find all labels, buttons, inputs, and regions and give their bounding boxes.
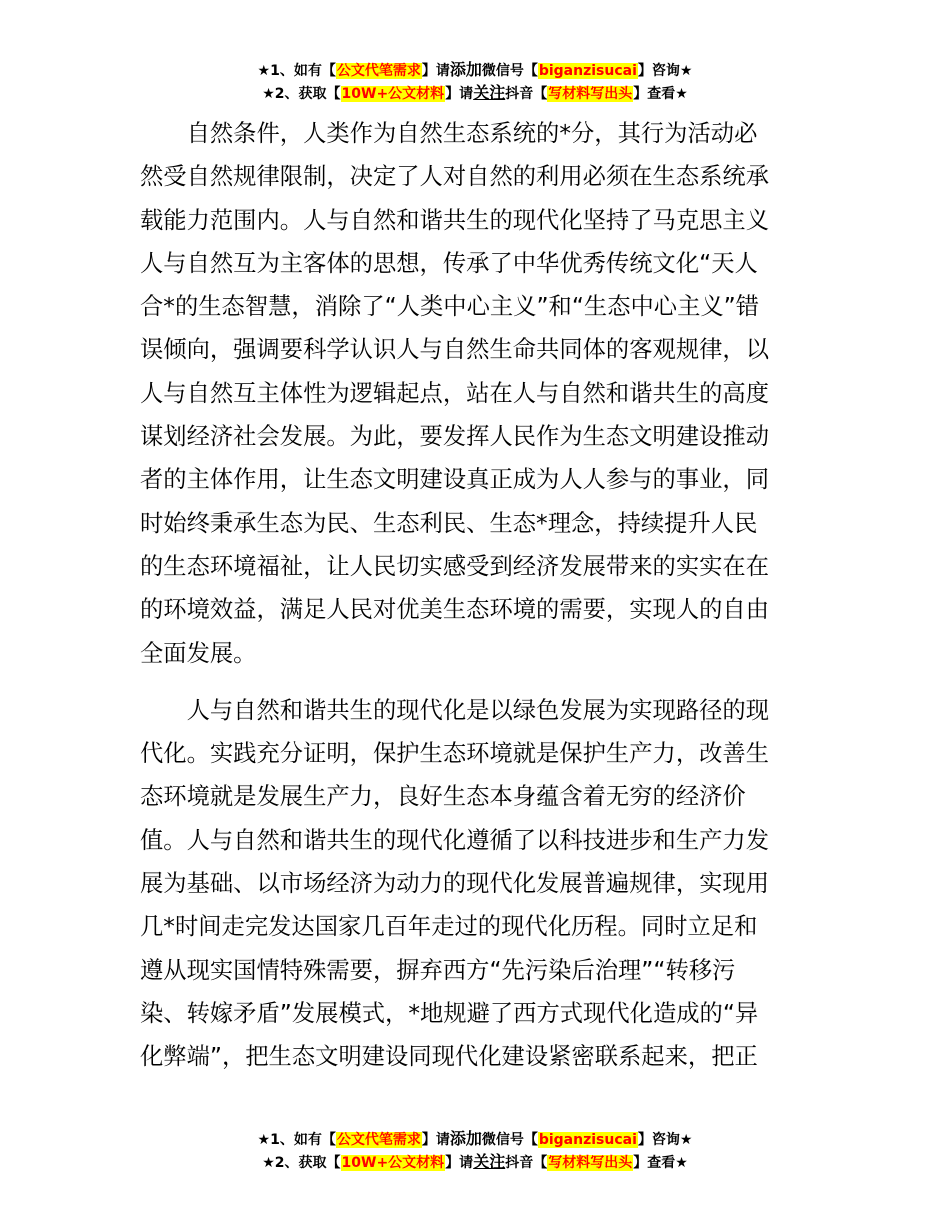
banner-line-1 — [0, 1128, 950, 1151]
paragraph-1 — [140, 112, 812, 675]
banner-text: 抖音【 — [505, 1155, 548, 1171]
banner-text: 微信号【 — [481, 63, 538, 79]
banner-text: ★2、获取【 — [262, 1155, 341, 1171]
text-line: 然受自然规律限制，决定了人对自然的利用必须在生态系统承 — [140, 163, 770, 191]
banner-text: 】查看★ — [633, 86, 688, 102]
highlight-wechat-id: biganzisucai — [538, 1132, 637, 1148]
text-line: 自然条件，人类作为自然生态系统的*分，其行为活动必 — [186, 120, 758, 147]
text-line: 人与自然互主体性为逻辑起点，站在人与自然和谐共生的高度 — [140, 379, 770, 407]
highlight-service: 公文代笔需求 — [336, 63, 421, 79]
text-line: 几*时间走完发达国家几百年走过的现代化历程。同时立足和 — [140, 913, 758, 941]
banner-line-2 — [0, 1151, 950, 1174]
highlight-service: 公文代笔需求 — [336, 1132, 421, 1148]
banner-text: 】查看★ — [633, 1155, 688, 1171]
banner-line-2 — [0, 82, 950, 105]
text-line: 者的主体作用，让生态文明建设真正成为人人参与的事业，同 — [140, 466, 770, 494]
text-line: 误倾向，强调要科学认识人与自然生命共同体的客观规律，以 — [140, 336, 770, 364]
header-banner — [0, 59, 950, 105]
banner-text: 】请 — [445, 86, 474, 102]
paragraph-2 — [140, 689, 812, 1079]
document-body — [140, 112, 812, 1093]
highlight-douyin-id: 写材料写出头 — [548, 1155, 633, 1171]
text-line: 人与自然互为主客体的思想，传承了中华优秀传统文化“天人 — [140, 249, 758, 277]
highlight-douyin-id: 写材料写出头 — [548, 86, 633, 102]
text-line: 遵从现实国情特殊需要，摒弃西方“先污染后治理”“转移污 — [140, 956, 736, 984]
text-line: 态环境就是发展生产力，良好生态本身蕴含着无穷的经济价 — [140, 783, 746, 811]
footer-banner — [0, 1128, 950, 1174]
banner-text: ★2、获取【 — [262, 86, 341, 102]
text-line: 代化。实践充分证明，保护生态环境就是保护生产力，改善生 — [140, 740, 770, 768]
banner-text: 微信号【 — [481, 1132, 538, 1148]
text-line: 载能力范围内。人与自然和谐共生的现代化坚持了马克思主义 — [140, 206, 770, 234]
banner-text: ★1、如有【 — [257, 63, 336, 79]
highlight-materials: 10W+公文材料 — [341, 86, 445, 102]
banner-line-1 — [0, 59, 950, 82]
banner-text: 】请 — [421, 1132, 450, 1148]
text-line: 人与自然和谐共生的现代化是以绿色发展为实现路径的现 — [186, 696, 770, 724]
highlight-wechat-id: biganzisucai — [538, 63, 637, 79]
text-line: 合*的生态智慧，消除了“人类中心主义”和“生态中心主义”错 — [140, 293, 760, 321]
banner-text: 】请 — [445, 1155, 474, 1171]
text-line: 化弊端”，把生态文明建设同现代化建设紧密联系起来，把正 — [140, 1043, 758, 1071]
highlight-materials: 10W+公文材料 — [341, 1155, 445, 1171]
text-line: 全面发展。 — [140, 639, 257, 667]
banner-emphasis: 添加 — [449, 1129, 482, 1148]
text-line: 展为基础、以市场经济为动力的现代化发展普遍规律，实现用 — [140, 870, 770, 898]
banner-text: 】咨询★ — [637, 1132, 693, 1148]
banner-text: 】请 — [421, 63, 450, 79]
text-line: 染、转嫁矛盾”发展模式，*地规避了西方式现代化造成的“异 — [140, 999, 759, 1027]
text-line: 时始终秉承生态为民、生态利民、生态*理念，持续提升人民 — [140, 509, 758, 537]
text-line: 值。人与自然和谐共生的现代化遵循了以科技进步和生产力发 — [140, 826, 770, 854]
banner-emphasis: 添加 — [449, 60, 482, 79]
text-line: 的环境效益，满足人民对优美生态环境的需要，实现人的自由 — [140, 596, 770, 624]
banner-text: ★1、如有【 — [257, 1132, 336, 1148]
text-line: 谋划经济社会发展。为此，要发挥人民作为生态文明建设推动 — [140, 423, 770, 451]
banner-text: 】咨询★ — [637, 63, 693, 79]
banner-emphasis: 关注 — [473, 1152, 506, 1171]
text-line: 的生态环境福祉，让人民切实感受到经济发展带来的实实在在 — [140, 552, 770, 580]
banner-emphasis: 关注 — [473, 83, 506, 102]
banner-text: 抖音【 — [505, 86, 548, 102]
